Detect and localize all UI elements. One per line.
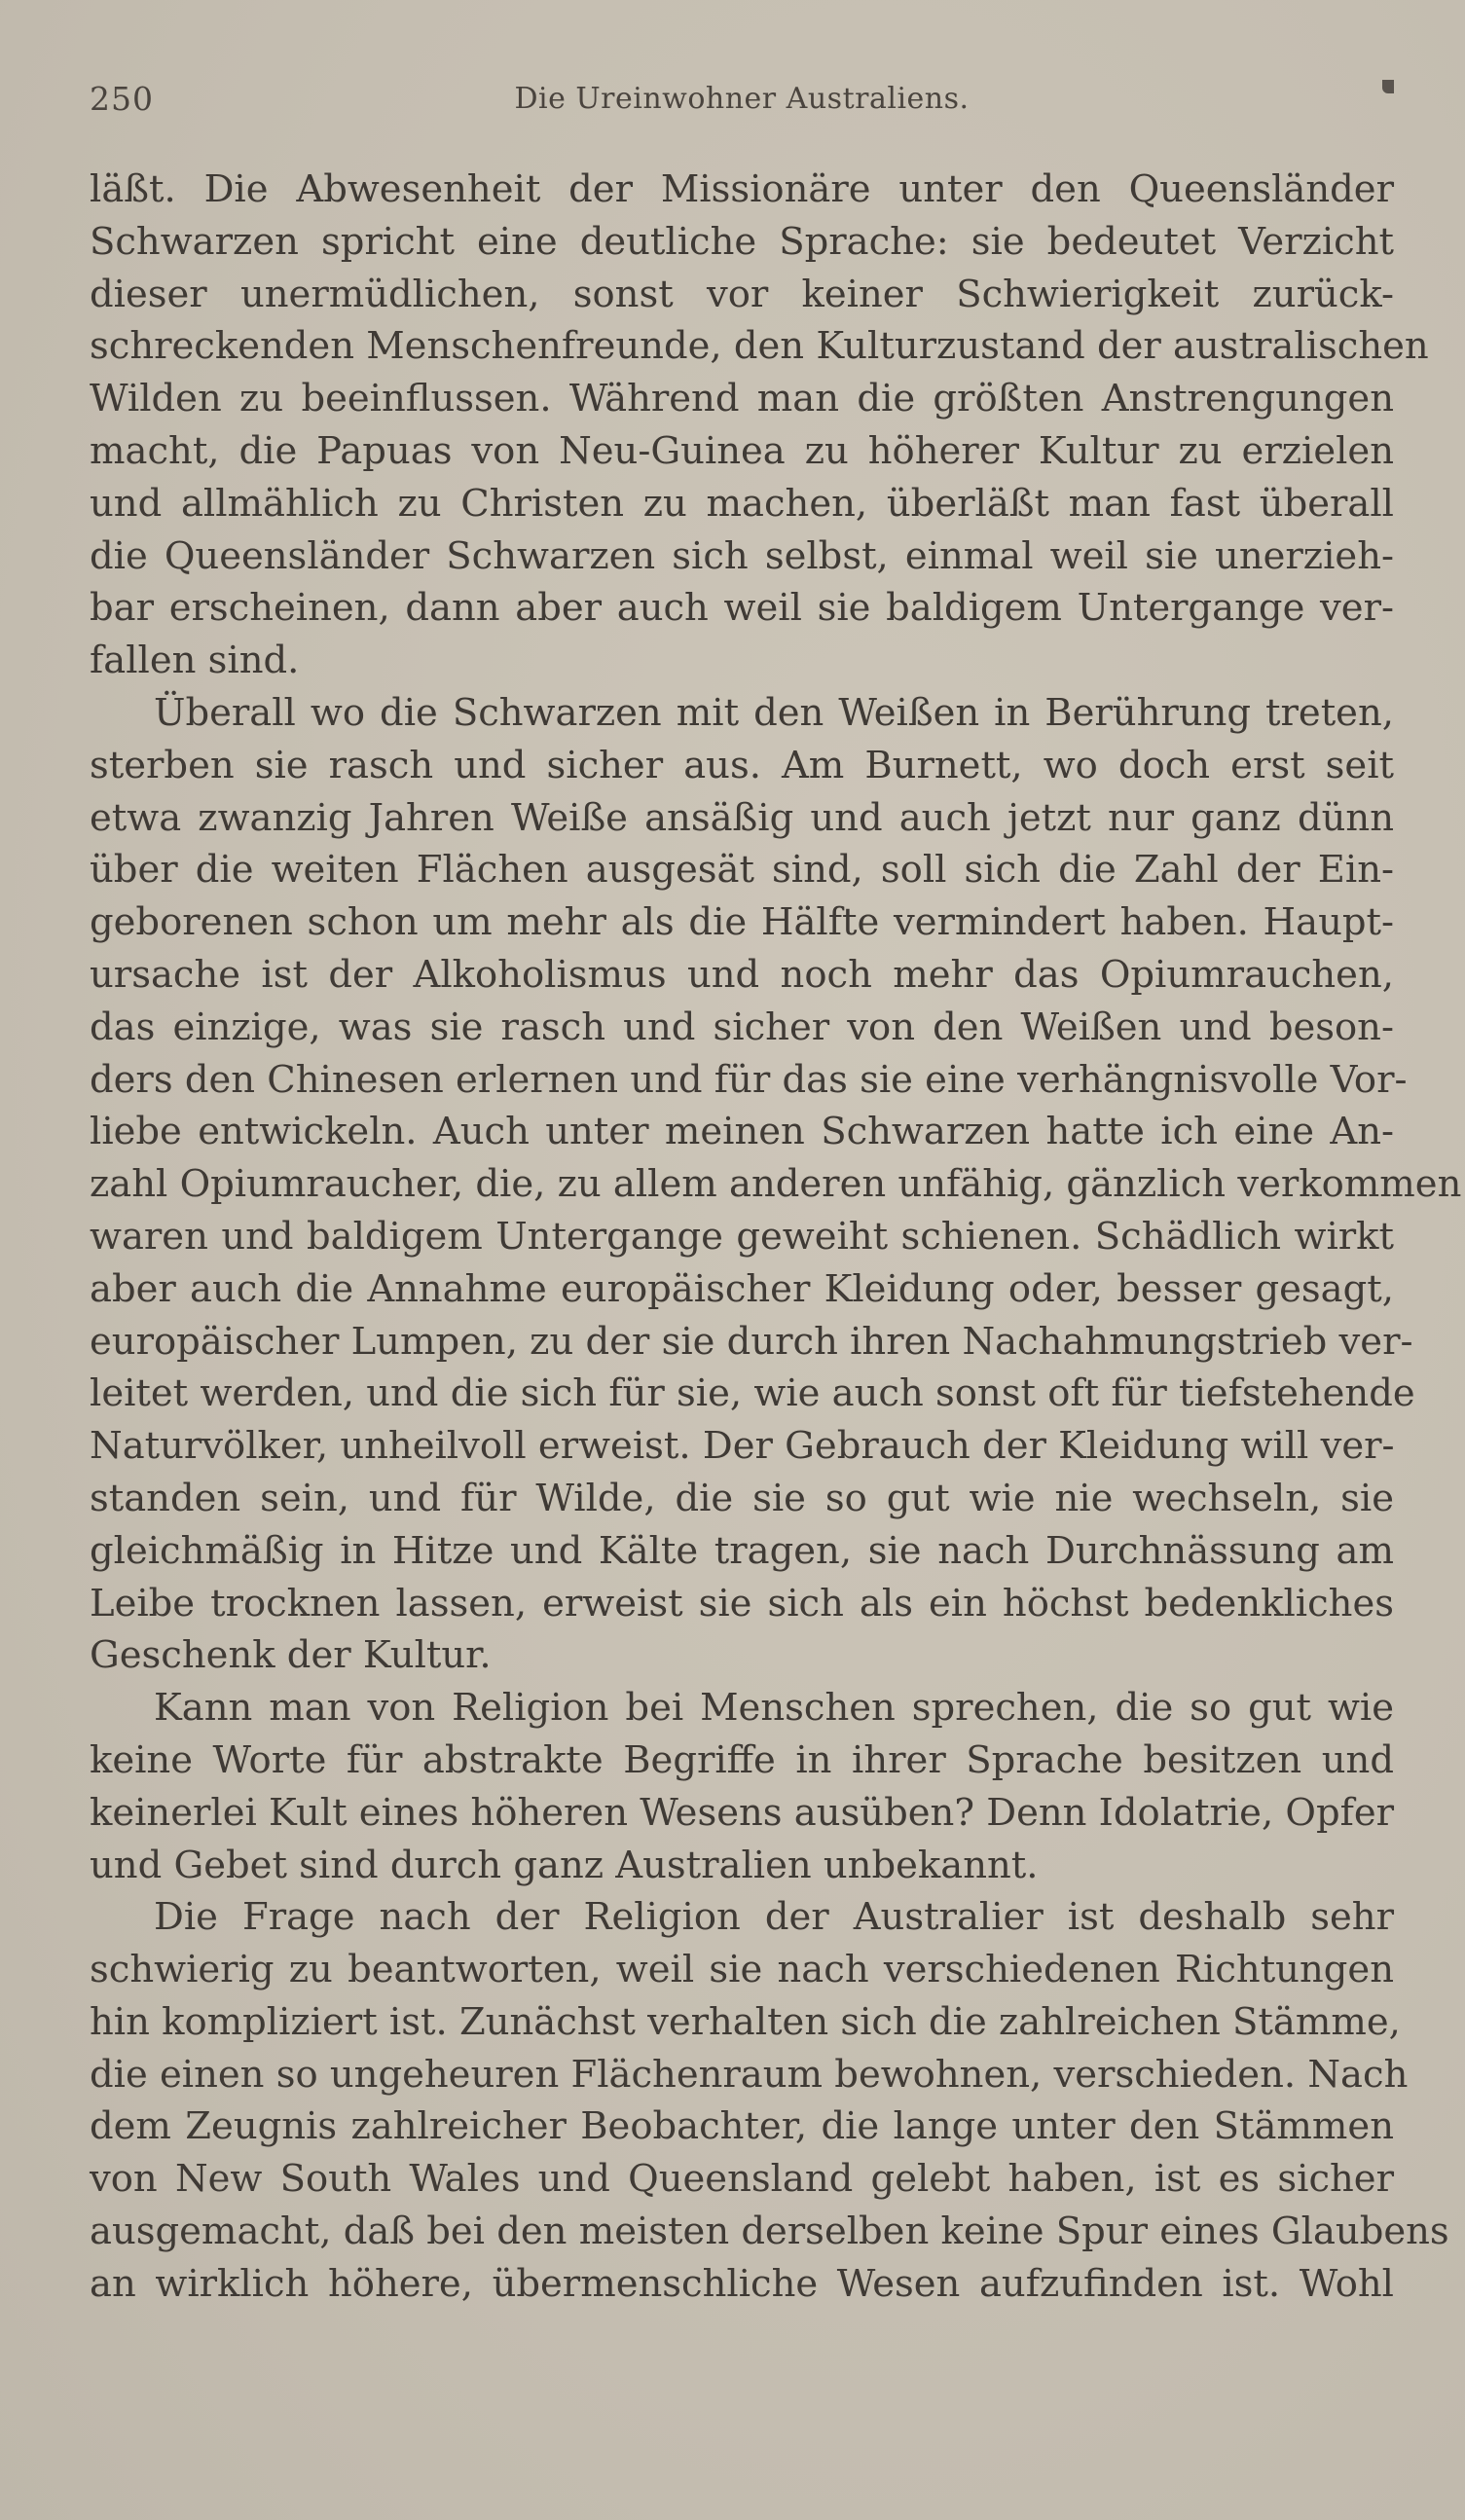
body-text bbox=[90, 164, 1462, 2311]
paragraph bbox=[90, 1891, 1449, 2310]
text-line: etwa zwanzig Jahren Weiße ansäßig und auch jetzt nur ganz dünn bbox=[90, 795, 1394, 840]
text-line: Wilden zu beeinflussen. Während man die größten Anstrengungen bbox=[90, 377, 1394, 421]
text-line: europäischer Lumpen, zu der sie durch ihren Nachahmungstrieb ver- bbox=[90, 1319, 1413, 1364]
text-line: gleichmäßig in Hitze und Kälte tragen, sie nach Durchnässung am bbox=[90, 1528, 1394, 1573]
text-line: geborenen schon um mehr als die Hälfte vermindert haben. Haupt- bbox=[90, 900, 1394, 945]
text-line: sterben sie rasch und sicher aus. Am Burnett, wo doch erst seit bbox=[90, 743, 1394, 787]
running-head: Die Ureinwohner Australiens. bbox=[514, 82, 970, 116]
text-line: Schwarzen spricht eine deutliche Sprache: sie bedeutet Verzicht bbox=[90, 219, 1394, 264]
text-line: das einzige, was sie rasch und sicher von den Weißen und beson- bbox=[90, 1004, 1394, 1049]
text-line: keine Worte für abstrakte Begriffe in ihrer Sprache besitzen und bbox=[90, 1737, 1394, 1782]
text-line: Geschenk der Kultur. bbox=[90, 1633, 492, 1678]
paragraph bbox=[90, 1682, 1394, 1891]
text-line: Leibe trocknen lassen, erweist sie sich als ein höchst bedenkliches bbox=[90, 1581, 1394, 1625]
text-line: ders den Chinesen erlernen und für das sie eine verhängnisvolle Vor- bbox=[90, 1057, 1408, 1102]
text-line: dem Zeugnis zahlreicher Beobachter, die lange unter den Stämmen bbox=[90, 2104, 1394, 2149]
text-line: ursache ist der Alkoholismus und noch mehr das Opiumrauchen, bbox=[90, 952, 1394, 997]
text-line: standen sein, und für Wilde, die sie so gut wie nie wechseln, sie bbox=[90, 1476, 1394, 1520]
text-line: macht, die Papuas von Neu-Guinea zu höherer Kultur zu erzielen bbox=[90, 428, 1394, 473]
text-line: läßt. Die Abwesenheit der Missionäre unter den Queensländer bbox=[90, 167, 1394, 211]
page-header bbox=[90, 80, 1394, 128]
text-line: waren und baldigem Untergange geweiht schienen. Schädlich wirkt bbox=[90, 1214, 1394, 1259]
text-line: keinerlei Kult eines höheren Wesens ausüben? Denn Idolatrie, Opfer bbox=[90, 1790, 1395, 1835]
text-line: die einen so ungeheuren Flächenraum bewohnen, verschieden. Nach bbox=[90, 2052, 1409, 2097]
text-line: bar erscheinen, dann aber auch weil sie baldigem Untergange ver- bbox=[90, 586, 1394, 631]
text-line: dieser unermüdlichen, sonst vor keiner Schwierigkeit zurück- bbox=[90, 272, 1394, 316]
text-line: die Queensländer Schwarzen sich selbst, einmal weil sie unerzieh- bbox=[90, 533, 1394, 578]
text-line: schreckenden Menschenfreunde, den Kulturzustand der australischen bbox=[90, 324, 1429, 369]
paragraph bbox=[90, 164, 1429, 687]
text-line: aber auch die Annahme europäischer Kleidung oder, besser gesagt, bbox=[90, 1266, 1394, 1311]
text-line: fallen sind. bbox=[90, 639, 300, 683]
text-line: Naturvölker, unheilvoll erweist. Der Gebrauch der Kleidung will ver- bbox=[90, 1424, 1395, 1469]
text-line: leitet werden, und die sich für sie, wie auch sonst oft für tiefstehende bbox=[90, 1371, 1415, 1416]
text-line: über die weiten Flächen ausgesät sind, soll sich die Zahl der Ein- bbox=[90, 848, 1394, 893]
text-line: liebe entwickeln. Auch unter meinen Schwarzen hatte ich eine An- bbox=[90, 1110, 1394, 1154]
text-line: und Gebet sind durch ganz Australien unbekannt. bbox=[90, 1843, 1039, 1887]
text-line: Kann man von Religion bei Menschen sprechen, die so gut wie bbox=[154, 1686, 1394, 1731]
corner-mark bbox=[1382, 80, 1394, 93]
paragraph bbox=[90, 687, 1462, 1682]
text-line: Überall wo die Schwarzen mit den Weißen in Berührung treten, bbox=[154, 690, 1394, 735]
page-number: 250 bbox=[90, 80, 154, 118]
text-line: ausgemacht, daß bei den meisten derselben keine Spur eines Glaubens bbox=[90, 2210, 1449, 2254]
text-line: von New South Wales und Queensland gelebt haben, ist es sicher bbox=[90, 2157, 1394, 2202]
text-line: an wirklich höhere, übermenschliche Wesen aufzufinden ist. Wohl bbox=[90, 2261, 1394, 2306]
text-line: Die Frage nach der Religion der Australier ist deshalb sehr bbox=[154, 1895, 1394, 1940]
text-line: zahl Opiumraucher, die, zu allem anderen unfähig, gänzlich verkommen bbox=[90, 1162, 1462, 1207]
text-line: und allmählich zu Christen zu machen, überläßt man fast überall bbox=[90, 481, 1394, 526]
text-line: schwierig zu beantworten, weil sie nach verschiedenen Richtungen bbox=[90, 1948, 1394, 1992]
text-line: hin kompliziert ist. Zunächst verhalten sich die zahlreichen Stämme, bbox=[90, 1999, 1401, 2044]
